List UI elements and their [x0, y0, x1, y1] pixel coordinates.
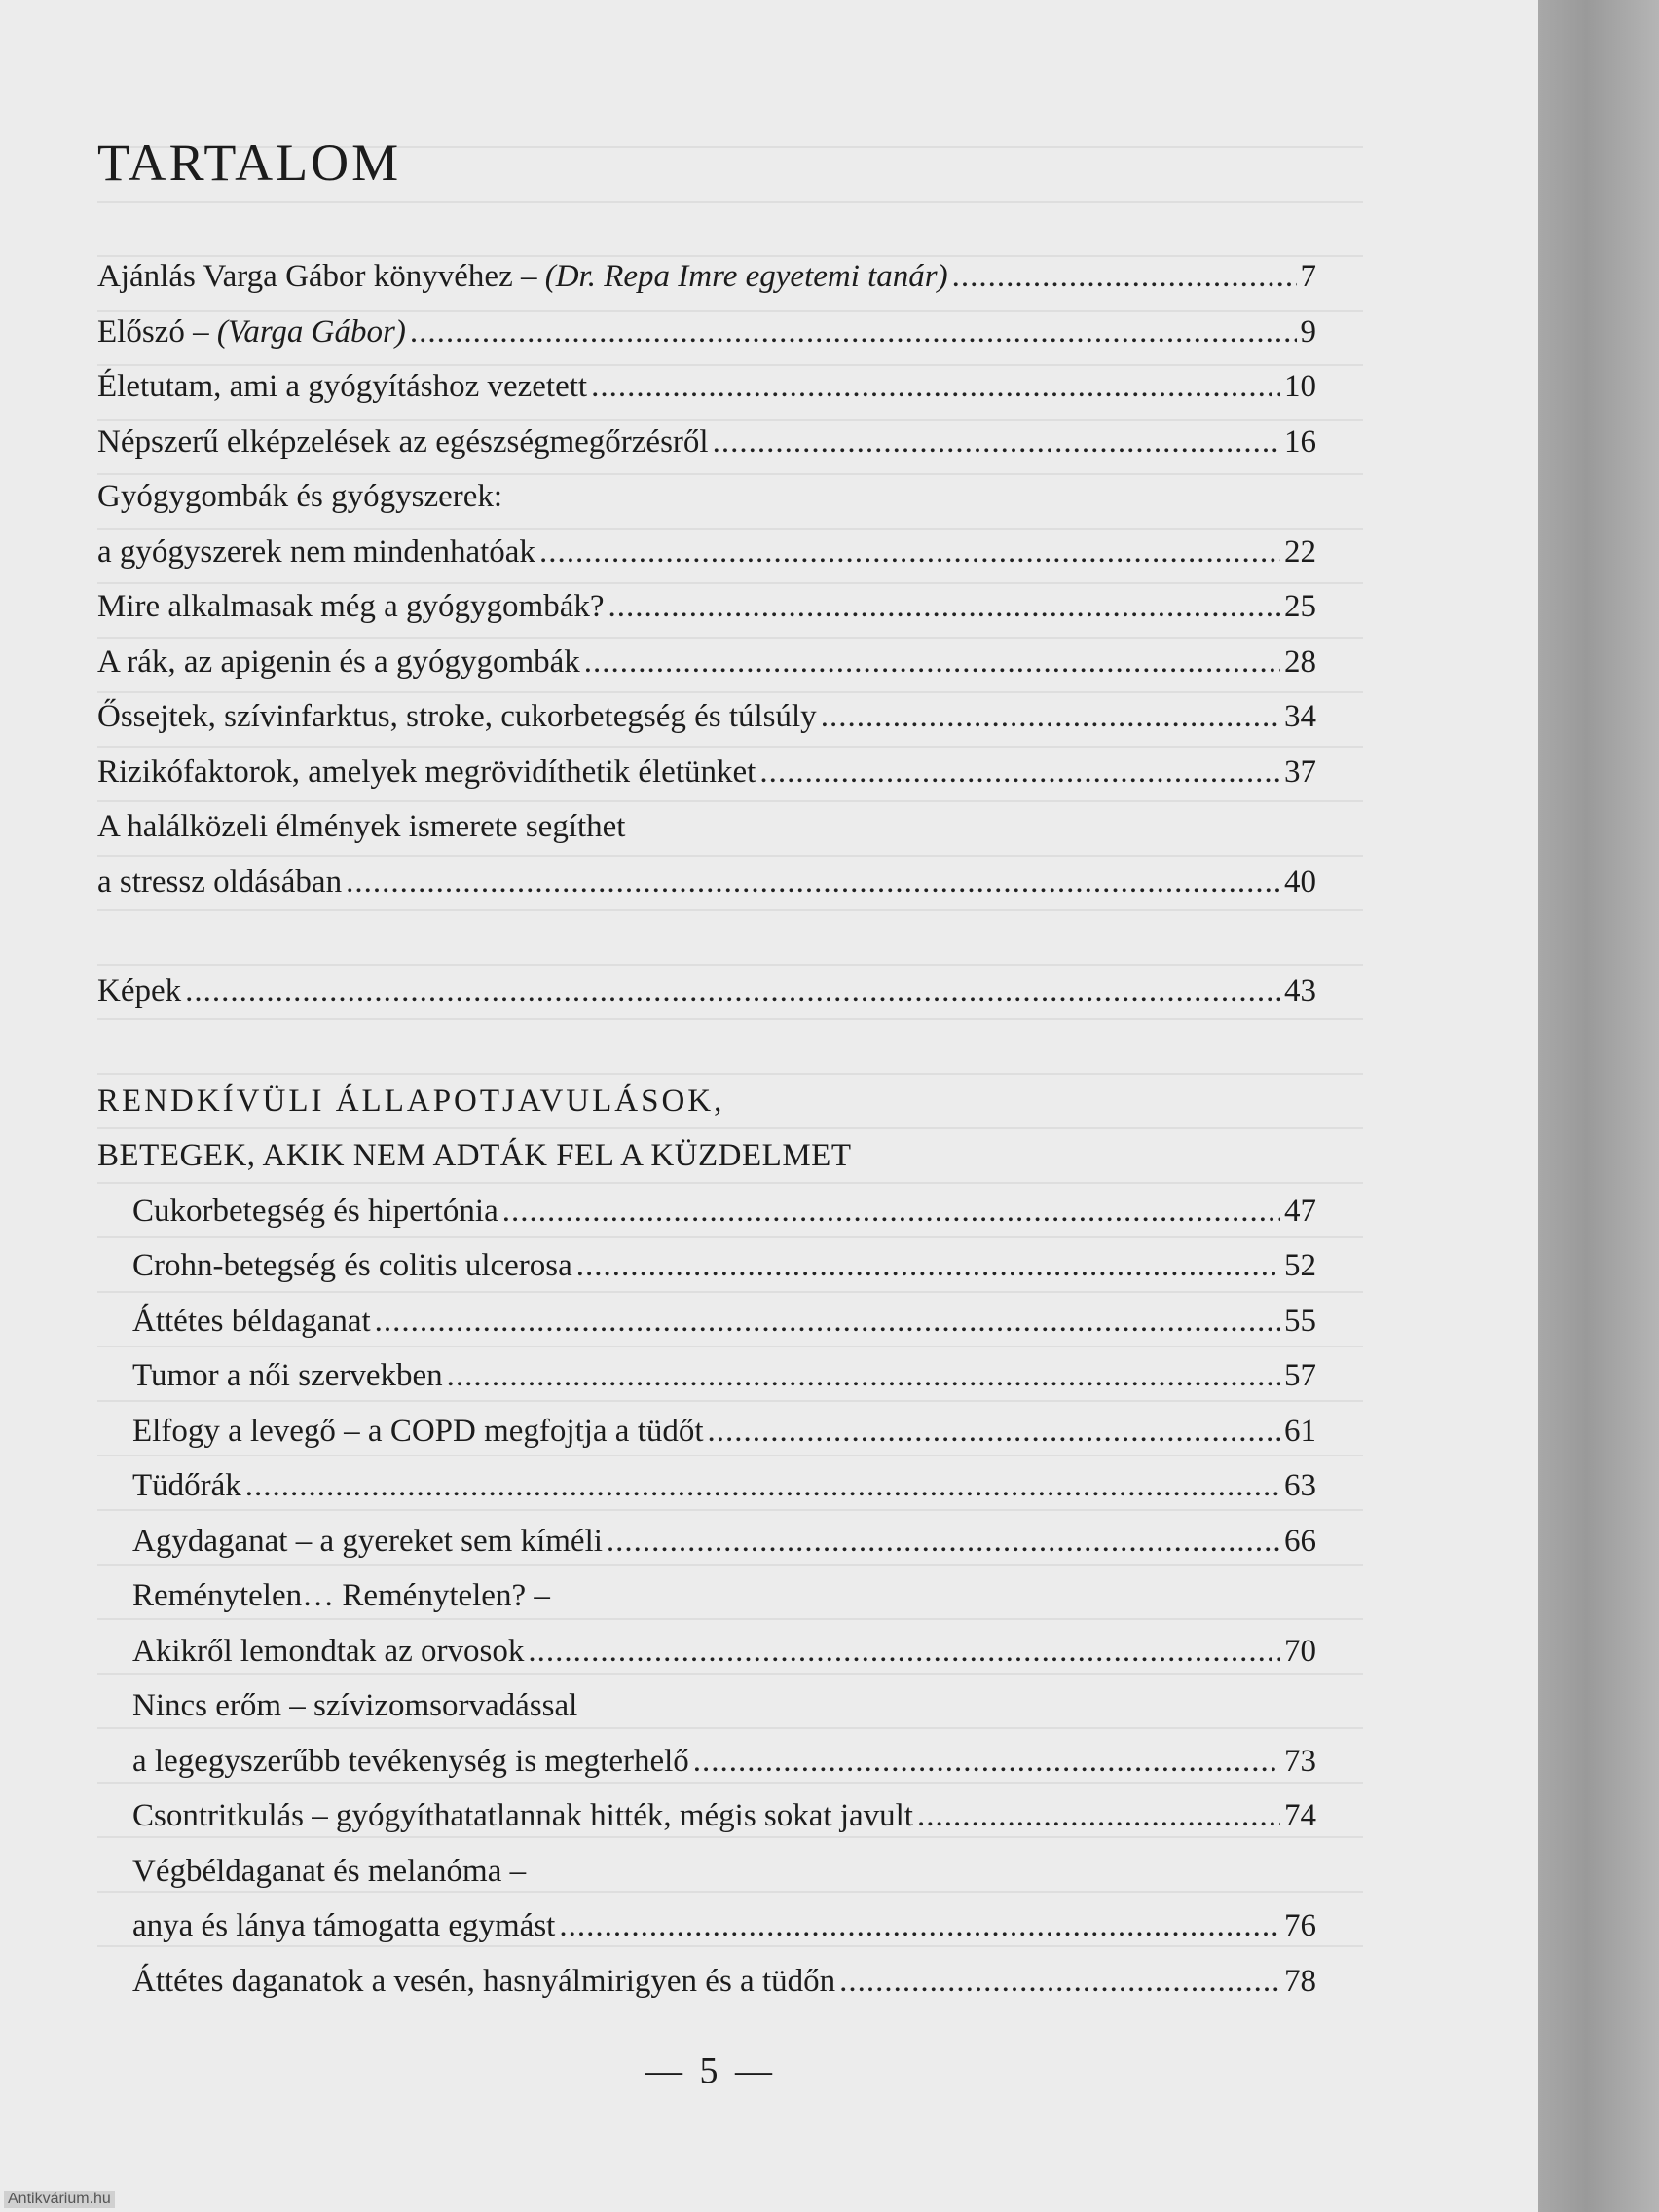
toc-entry-text: a stressz oldásában [97, 864, 343, 900]
toc-entry [97, 579, 1316, 635]
toc-entry [97, 855, 1316, 910]
toc-entry-text: Tüdőrák [132, 1468, 241, 1503]
toc-page-number: 76 [1284, 1908, 1316, 1943]
dot-leader [185, 964, 1280, 1019]
toc-entry [97, 745, 1316, 800]
toc-entry-text: Áttétes béldaganat [132, 1303, 371, 1339]
dot-leader [245, 1458, 1280, 1514]
dot-leader [713, 415, 1280, 470]
dot-leader [952, 249, 1297, 305]
toc-entry-text: Agydaganat – a gyereket sem kíméli [132, 1523, 603, 1559]
toc-entry-text: Cukorbetegség és hipertónia [132, 1193, 498, 1229]
toc-entry-first-line: Reménytelen… Reménytelen? – [132, 1578, 550, 1613]
toc-page-number: 52 [1284, 1248, 1316, 1283]
toc-page-number: 70 [1284, 1633, 1316, 1669]
dot-leader [584, 635, 1280, 690]
toc-page-number: 55 [1284, 1303, 1316, 1339]
toc-entry [97, 525, 1316, 580]
toc-entry [97, 1954, 1316, 2009]
toc-entry-text: Mire alkalmasak még a gyógygombák? [97, 589, 605, 624]
toc-entry-text: Népszerű elképzelések az egészségmegőrzésről [97, 424, 709, 460]
toc-entry [97, 1348, 1316, 1404]
dot-leader [559, 1899, 1280, 1954]
spacer [97, 1019, 1316, 1074]
dot-leader [839, 1954, 1280, 2009]
toc-page-number: 25 [1284, 589, 1316, 624]
toc-entry-text: Képek [97, 974, 182, 1009]
toc-entry [97, 305, 1316, 360]
dot-leader [447, 1348, 1280, 1404]
toc-page-number: 10 [1284, 369, 1316, 404]
toc-entry [97, 1788, 1316, 1844]
toc-page-number: 66 [1284, 1523, 1316, 1559]
toc-entry [97, 1899, 1316, 1954]
toc-entry-text: Elfogy a levegő – a COPD megfojtja a tüdőt [132, 1413, 704, 1449]
dot-leader [759, 745, 1280, 800]
toc-entry [97, 249, 1316, 305]
page-title: TARTALOM [97, 133, 402, 192]
section-heading: RENDKÍVÜLI ÁLLAPOTJAVULÁSOK, [97, 1083, 725, 1119]
toc-entry [97, 1458, 1316, 1514]
toc-page-number: 22 [1284, 534, 1316, 570]
dot-leader [917, 1788, 1280, 1844]
toc-entry-text: Ajánlás Varga Gábor könyvéhez – (Dr. Repa Imre egyetemi tanár) [97, 259, 948, 294]
toc-page-number: 43 [1284, 974, 1316, 1009]
toc-entry-text: a legegyszerűbb tevékenység is megterhelő [132, 1743, 689, 1779]
dot-leader [502, 1184, 1280, 1239]
dot-leader [693, 1734, 1280, 1789]
toc-entry-first-line: Nincs erőm – szívizomsorvadással [132, 1688, 578, 1723]
dot-leader [591, 359, 1280, 415]
toc-entry-text: Áttétes daganatok a vesén, hasnyálmirigyen és a tüdőn [132, 1963, 836, 1999]
toc-page-number: 40 [1284, 864, 1316, 900]
table-of-contents [97, 249, 1316, 2009]
toc-entry-text: A rák, az apigenin és a gyógygombák [97, 644, 580, 680]
spacer [97, 909, 1316, 964]
dot-leader [708, 1404, 1280, 1459]
toc-entry [97, 1294, 1316, 1349]
toc-page-number: 47 [1284, 1193, 1316, 1229]
toc-page-number: 73 [1284, 1743, 1316, 1779]
background-surface [1538, 0, 1659, 2212]
toc-entry [97, 359, 1316, 415]
toc-entry-text: Rizikófaktorok, amelyek megrövidíthetik életünket [97, 754, 756, 790]
dot-leader [346, 855, 1280, 910]
dot-leader [539, 525, 1280, 580]
toc-entry-text: Tumor a női szervekben [132, 1358, 443, 1393]
toc-entry [97, 635, 1316, 690]
toc-page-number: 28 [1284, 644, 1316, 680]
toc-page-number: 61 [1284, 1413, 1316, 1449]
toc-page-number: 74 [1284, 1798, 1316, 1833]
toc-page-number: 9 [1300, 313, 1316, 350]
toc-entry-text: Csontritkulás – gyógyíthatatlannak hitték, mégis sokat javult [132, 1798, 913, 1833]
dot-leader [821, 689, 1280, 745]
dot-leader [410, 305, 1297, 360]
toc-page-number: 16 [1284, 424, 1316, 460]
watermark: Antikvárium.hu [4, 2191, 115, 2208]
dot-leader [607, 1514, 1280, 1569]
toc-entry [97, 964, 1316, 1019]
toc-entry-text: anya és lánya támogatta egymást [132, 1908, 556, 1943]
toc-page-number: 57 [1284, 1358, 1316, 1393]
toc-entry-text: Akikről lemondtak az orvosok [132, 1633, 525, 1669]
toc-entry [97, 689, 1316, 745]
toc-entry [97, 1734, 1316, 1789]
toc-page-number: 78 [1284, 1963, 1316, 1999]
toc-page-number: 63 [1284, 1468, 1316, 1503]
toc-entry [97, 1238, 1316, 1294]
toc-entry-first-line: A halálközeli élmények ismerete segíthet [97, 809, 626, 844]
dot-leader [608, 579, 1280, 635]
toc-entry-first-line: Gyógygombák és gyógyszerek: [97, 479, 503, 514]
toc-entry-text: Őssejtek, szívinfarktus, stroke, cukorbetegség és túlsúly [97, 699, 817, 734]
section-subheading: BETEGEK, AKIK NEM ADTÁK FEL A KÜZDELMET [97, 1138, 852, 1173]
toc-entry [97, 415, 1316, 470]
toc-page-number: 34 [1284, 699, 1316, 734]
toc-entry [97, 1404, 1316, 1459]
toc-entry [97, 1514, 1316, 1569]
page-number: — 5 — [645, 2050, 776, 2091]
dot-leader [528, 1624, 1280, 1679]
toc-entry-text: Életutam, ami a gyógyításhoz vezetett [97, 369, 588, 404]
toc-page-number: 7 [1300, 259, 1316, 294]
toc-entry [97, 1624, 1316, 1679]
toc-entry [97, 1184, 1316, 1239]
toc-entry-first-line: Végbéldaganat és melanóma – [132, 1853, 527, 1889]
toc-entry-text: Crohn-betegség és colitis ulcerosa [132, 1248, 572, 1283]
dot-leader [375, 1294, 1280, 1349]
toc-entry-text: a gyógyszerek nem mindenhatóak [97, 534, 535, 570]
toc-page-number: 37 [1284, 754, 1316, 790]
dot-leader [576, 1238, 1280, 1294]
toc-entry-text: Előszó – (Varga Gábor) [97, 313, 406, 350]
